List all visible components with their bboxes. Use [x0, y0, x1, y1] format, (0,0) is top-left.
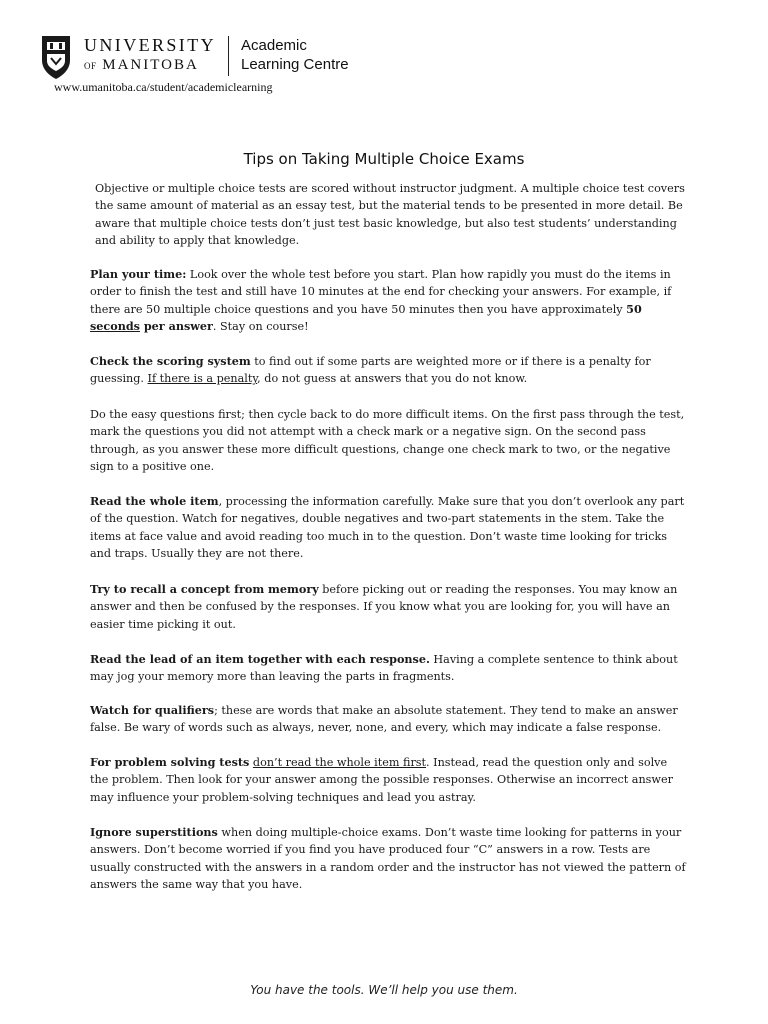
letterhead — [38, 34, 349, 80]
tip-scoring-lead: Check the scoring system — [90, 354, 251, 368]
tip-lead-item-lead: Read the lead of an item together with each response. — [90, 652, 430, 666]
tip-plan-bold1: 50 — [626, 301, 642, 316]
centre-name-line2: Learning Centre — [241, 56, 349, 73]
tip-recall-concept — [90, 581, 686, 633]
tip-plan-bold2: per answer — [139, 318, 213, 333]
tip-problem-text: . Instead, read the question only and solve the problem. Then look for your answer among the possible responses. Otherwise an incorrect answer may influence your problem-solving techniques and lead you astray. — [90, 756, 673, 804]
tip-plan-time — [90, 266, 686, 335]
tip-qualifiers-lead: Watch for qualifiers — [90, 703, 215, 717]
university-crest-icon — [38, 34, 74, 80]
university-name-line1: UNIVERSITY — [84, 35, 216, 55]
tip-superstitions — [90, 824, 686, 893]
university-of: OF — [84, 61, 97, 71]
tip-problem-solving — [90, 754, 686, 806]
tip-recall-lead: Try to recall a concept from memory — [90, 582, 319, 596]
tip-scoring-underlined: If there is a penalty — [147, 372, 258, 386]
university-name-line2 — [84, 55, 216, 76]
website-url-link[interactable]: www.umanitoba.ca/student/academiclearning — [54, 80, 273, 94]
header-divider — [228, 36, 229, 76]
tip-whole-lead: Read the whole item — [90, 494, 219, 508]
centre-name-line1: Academic — [241, 37, 307, 54]
tip-plan-seconds: seconds — [90, 318, 140, 333]
tip-lead-item-text: Having a complete sentence to think about may jog your memory more than leaving the parts in fragments. — [90, 653, 678, 684]
university-manitoba: MANITOBA — [102, 57, 199, 73]
centre-name — [241, 36, 349, 74]
tip-recall-text: before picking out or reading the responses. You may know an answer and then be confused by the responses. If you know what you are looking for, you will have an easier time picking it out. — [90, 583, 678, 631]
university-wordmark — [84, 36, 216, 76]
tip-easy-first: Do the easy questions first; then cycle back to do more difficult items. On the first pass through the test, mark the questions you did not attempt with a check mark or a negative sign. On the second pass through, as you answer these more difficult questions, change one check mark to two, or the negative sign to a positive one. — [90, 408, 685, 473]
tip-plan-lead: Plan your time: — [90, 267, 187, 281]
tip-superstitions-lead: Ignore superstitions — [90, 825, 218, 839]
tip-problem-underlined: don’t read the whole item first — [252, 756, 427, 769]
tip-whole-text: , processing the information carefully. Make sure that you don’t overlook any part of the question. Watch for negatives, double negatives and two-part statements in the stem. Take the items at face value and avoid reading too much in to the question. Don’t waste time looking for tricks and traps. Usually they are not there. — [90, 495, 685, 560]
tip-plan-tail: . Stay on course! — [212, 319, 309, 333]
tip-problem-lead: For problem solving tests — [90, 755, 250, 769]
tip-scoring-system — [90, 353, 686, 388]
tip-scoring-tail: , do not guess at answers that you do not know. — [257, 372, 528, 386]
tip-scoring-text: to find out if some parts are weighted more or if there is a penalty for guessing. — [90, 355, 651, 386]
tip-lead-item — [90, 651, 686, 686]
intro-paragraph: Objective or multiple choice tests are scored without instructor judgment. A multiple choice test covers the same amount of material as an essay test, but the material tends to be presented in more detail. Be aware that multiple choice tests don’t just test basic knowledge, but also test students’ understanding and ability to apply that knowledge. — [95, 182, 685, 247]
tip-qualifiers — [90, 702, 686, 737]
footer-tagline: You have the tools. We’ll help you use them. — [250, 983, 518, 997]
tip-qualifiers-text: ; these are words that make an absolute statement. They tend to make an answer false. Be wary of words such as always, never, none, and every, which may indicate a false response. — [90, 704, 678, 735]
tip-whole-item — [90, 493, 686, 562]
tip-plan-text: Look over the whole test before you start. Plan how rapidly you must do the items in order to finish the test and still have 10 minutes at the end for checking your answers. For example, if there are 50 multiple choice questions and you have 50 minutes then you have approximately — [90, 268, 672, 316]
page-title: Tips on Taking Multiple Choice Exams — [243, 150, 525, 168]
tip-superstitions-text: when doing multiple-choice exams. Don’t waste time looking for patterns in your answers. Don’t become worried if you find you have produced four “C” answers in a row. Tests are usually constructed with the answers in a random order and the instructor has not viewed the pattern of answers the same way that you have. — [90, 826, 686, 891]
